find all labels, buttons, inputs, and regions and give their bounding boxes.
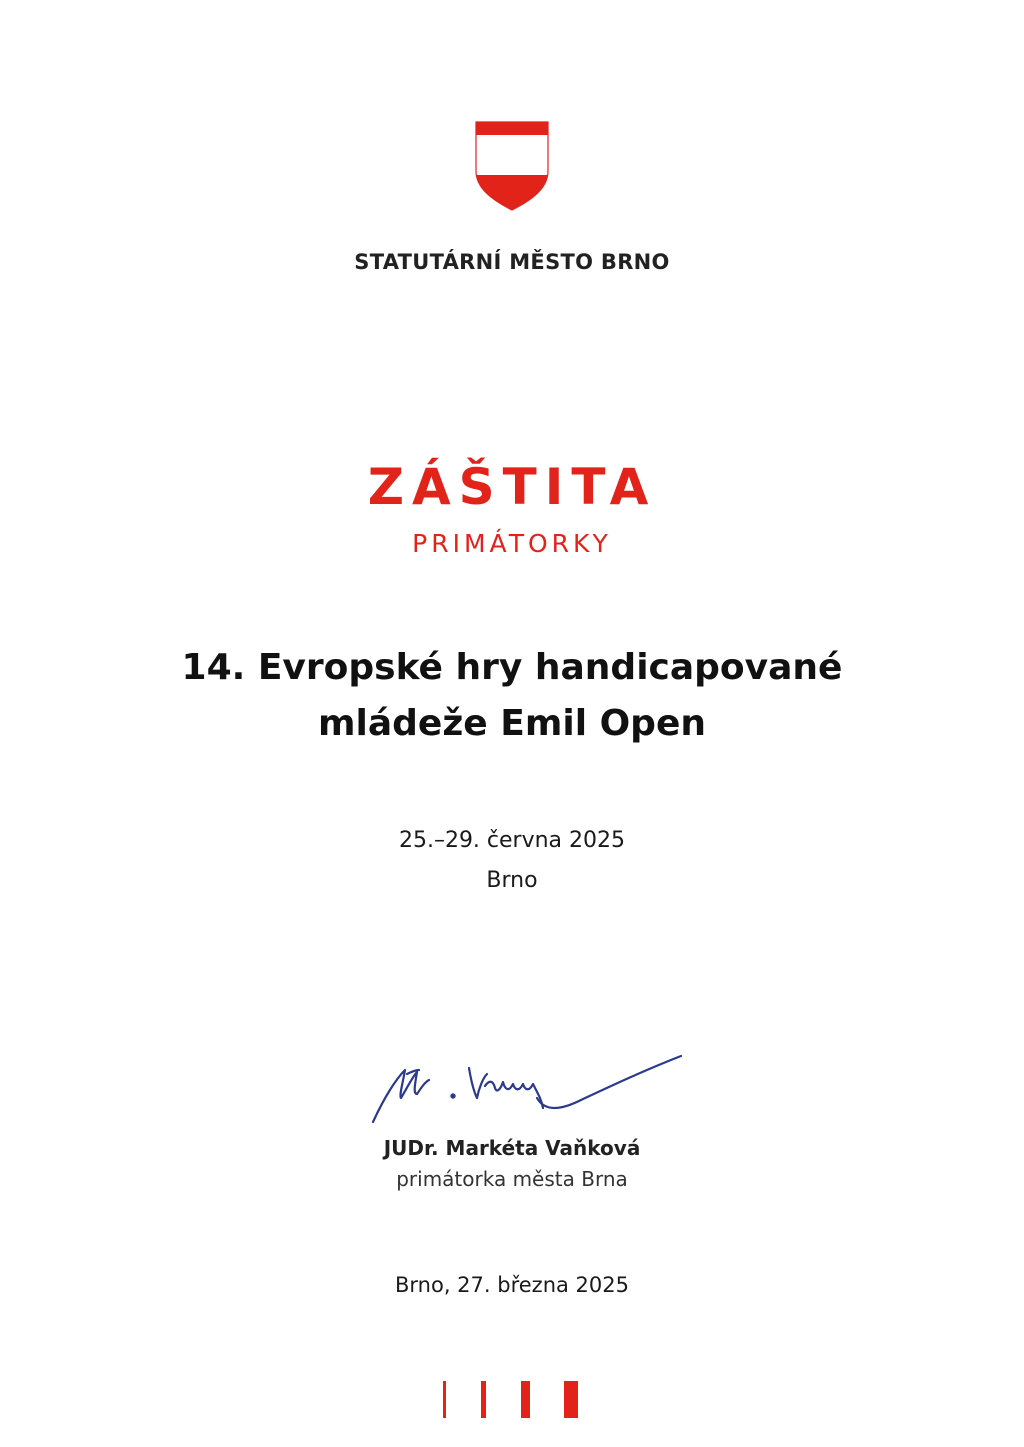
red-bar-4 <box>564 1381 578 1418</box>
event-title-line-1: 14. Evropské hry handicapované <box>181 647 843 688</box>
event-title <box>112 640 912 752</box>
red-bars-icon <box>443 1381 583 1418</box>
red-bar-1 <box>443 1381 446 1418</box>
event-date: 25.–29. června 2025 <box>398 828 626 853</box>
patronage-title: ZÁŠTITA <box>367 458 657 516</box>
brno-coat-of-arms-icon <box>475 121 549 211</box>
handwritten-signature-icon <box>365 1048 685 1128</box>
signatory-role: primátorka města Brna <box>396 1167 628 1191</box>
event-title-line-2: mládeže Emil Open <box>318 703 706 744</box>
red-bar-3 <box>521 1381 530 1418</box>
event-place: Brno <box>486 868 538 893</box>
patronage-subtitle: PRIMÁTORKY <box>412 529 612 558</box>
signatory-name: JUDr. Markéta Vaňková <box>383 1136 641 1160</box>
organization-name: STATUTÁRNÍ MĚSTO BRNO <box>354 250 670 274</box>
red-bar-2 <box>481 1381 486 1418</box>
issue-place-date: Brno, 27. března 2025 <box>395 1273 629 1297</box>
